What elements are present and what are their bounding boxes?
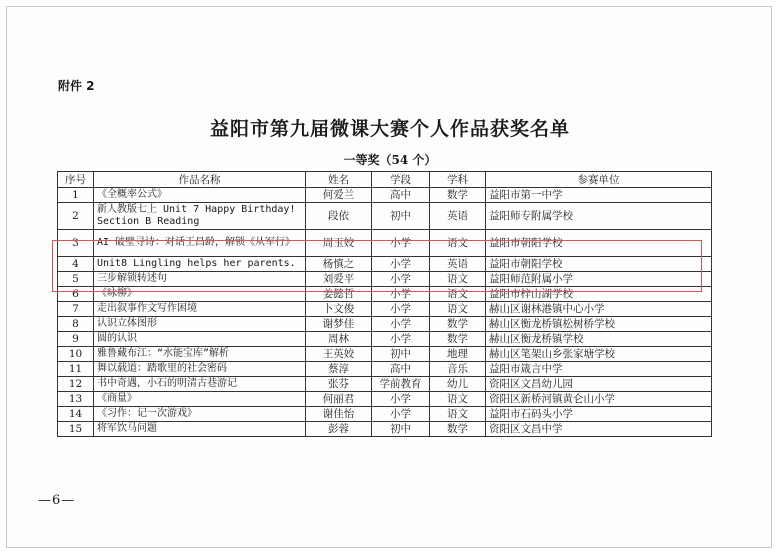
row-work-title: 圆的认识 <box>94 332 306 347</box>
row-stage: 小学 <box>372 407 430 422</box>
row-unit: 益阳师专附属学校 <box>486 203 712 230</box>
row-subject: 语文 <box>430 407 486 422</box>
row-subject: 地理 <box>430 347 486 362</box>
row-name: 张芬 <box>306 377 372 392</box>
row-subject: 语文 <box>430 230 486 257</box>
row-work-title: 《习作：记一次游戏》 <box>94 407 306 422</box>
row-unit: 资阳区文昌幼儿园 <box>486 377 712 392</box>
header-work: 作品名称 <box>94 172 306 188</box>
row-work-title: 《咏柳》 <box>94 287 306 302</box>
header-no: 序号 <box>58 172 94 188</box>
row-work-title: 走出叙事作文写作困境 <box>94 302 306 317</box>
row-name: 彭蓉 <box>306 422 372 437</box>
row-stage: 初中 <box>372 422 430 437</box>
table-row <box>58 347 712 362</box>
table-row <box>58 317 712 332</box>
row-stage: 初中 <box>372 203 430 230</box>
row-stage: 小学 <box>372 287 430 302</box>
row-unit: 赫山区衡龙桥镇松树桥学校 <box>486 317 712 332</box>
row-subject: 数学 <box>430 422 486 437</box>
header-unit: 参赛单位 <box>486 172 712 188</box>
row-work-title: Unit8 Lingling helps her parents. <box>94 257 306 272</box>
row-subject: 语文 <box>430 272 486 287</box>
attachment-label: 附件 2 <box>58 79 95 93</box>
row-name: 何丽君 <box>306 392 372 407</box>
row-stage: 小学 <box>372 302 430 317</box>
row-unit: 益阳师范附属小学 <box>486 272 712 287</box>
row-unit: 益阳市石码头小学 <box>486 407 712 422</box>
award-level-subtitle: 一等奖（54 个） <box>343 153 437 167</box>
row-no: 14 <box>58 407 94 422</box>
row-work-title: 《全概率公式》 <box>94 188 306 203</box>
document-title: 益阳市第九届微课大赛个人作品获奖名单 <box>209 118 570 140</box>
row-no: 9 <box>58 332 94 347</box>
row-no: 4 <box>58 257 94 272</box>
row-subject: 音乐 <box>430 362 486 377</box>
row-name: 刘爱平 <box>306 272 372 287</box>
row-stage: 小学 <box>372 257 430 272</box>
row-stage: 高中 <box>372 188 430 203</box>
table-row <box>58 332 712 347</box>
row-work-title: 书中奇遇，小石的明清古巷游记 <box>94 377 306 392</box>
row-name: 王英姣 <box>306 347 372 362</box>
row-subject: 语文 <box>430 287 486 302</box>
row-subject: 数学 <box>430 332 486 347</box>
row-unit: 资阳区文昌中学 <box>486 422 712 437</box>
row-subject: 英语 <box>430 257 486 272</box>
row-unit: 益阳市第一中学 <box>486 188 712 203</box>
row-work-title: AI 破壁寻诗：对话王昌龄，解锁《从军行》 <box>94 230 306 257</box>
row-no: 15 <box>58 422 94 437</box>
table-row <box>58 392 712 407</box>
row-no: 3 <box>58 230 94 257</box>
row-stage: 高中 <box>372 362 430 377</box>
row-no: 1 <box>58 188 94 203</box>
row-subject: 幼儿 <box>430 377 486 392</box>
row-name: 杨慎之 <box>306 257 372 272</box>
row-work-title: 将军饮马问题 <box>94 422 306 437</box>
row-name: 蔡淳 <box>306 362 372 377</box>
row-no: 8 <box>58 317 94 332</box>
row-no: 10 <box>58 347 94 362</box>
row-name: 谢梦佳 <box>306 317 372 332</box>
row-no: 11 <box>58 362 94 377</box>
row-no: 7 <box>58 302 94 317</box>
row-stage: 小学 <box>372 230 430 257</box>
row-subject: 英语 <box>430 203 486 230</box>
row-name: 卜文俊 <box>306 302 372 317</box>
row-subject: 数学 <box>430 317 486 332</box>
row-work-title: 认识立体图形 <box>94 317 306 332</box>
header-name: 姓名 <box>306 172 372 188</box>
row-work-title: 舞以载道：踏歌里的社会密码 <box>94 362 306 377</box>
row-unit: 赫山区衡龙桥镇学校 <box>486 332 712 347</box>
header-stage: 学段 <box>372 172 430 188</box>
row-unit: 赫山区谢林港镇中心小学 <box>486 302 712 317</box>
row-name: 何爱兰 <box>306 188 372 203</box>
row-work-title: 三步解锁转述句 <box>94 272 306 287</box>
row-stage: 小学 <box>372 317 430 332</box>
row-stage: 初中 <box>372 347 430 362</box>
table-row <box>58 287 712 302</box>
table-row <box>58 422 712 437</box>
row-subject: 语文 <box>430 302 486 317</box>
row-unit: 赫山区笔架山乡张家塘学校 <box>486 347 712 362</box>
row-unit: 益阳市朝阳学校 <box>486 230 712 257</box>
row-name: 谢佳怡 <box>306 407 372 422</box>
row-subject: 语文 <box>430 392 486 407</box>
row-name: 周玉姣 <box>306 230 372 257</box>
row-stage: 小学 <box>372 272 430 287</box>
row-name: 周林 <box>306 332 372 347</box>
row-no: 13 <box>58 392 94 407</box>
table-row <box>58 407 712 422</box>
row-work-title: 新人教版七上 Unit 7 Happy Birthday! Section B Reading <box>94 203 306 230</box>
table-row <box>58 257 712 272</box>
row-name: 姜懿哲 <box>306 287 372 302</box>
row-stage: 学前教育 <box>372 377 430 392</box>
awards-table <box>57 171 712 437</box>
header-subject: 学科 <box>430 172 486 188</box>
table-row <box>58 230 712 257</box>
row-work-title: 《商量》 <box>94 392 306 407</box>
row-no: 5 <box>58 272 94 287</box>
table-header-row <box>58 172 712 188</box>
table-row <box>58 302 712 317</box>
table-row <box>58 377 712 392</box>
row-subject: 数学 <box>430 188 486 203</box>
page-number: —6— <box>38 493 76 508</box>
row-work-title: 雅鲁藏布江：“水能宝库”解析 <box>94 347 306 362</box>
row-unit: 益阳市箴言中学 <box>486 362 712 377</box>
table-row <box>58 362 712 377</box>
row-no: 12 <box>58 377 94 392</box>
row-name: 段依 <box>306 203 372 230</box>
table-row <box>58 203 712 230</box>
table-row <box>58 188 712 203</box>
table-row <box>58 272 712 287</box>
row-no: 6 <box>58 287 94 302</box>
row-no: 2 <box>58 203 94 230</box>
row-unit: 益阳市梓山湖学校 <box>486 287 712 302</box>
row-stage: 小学 <box>372 392 430 407</box>
row-stage: 小学 <box>372 332 430 347</box>
row-unit: 益阳市朝阳学校 <box>486 257 712 272</box>
row-unit: 资阳区新桥河镇黄仑山小学 <box>486 392 712 407</box>
